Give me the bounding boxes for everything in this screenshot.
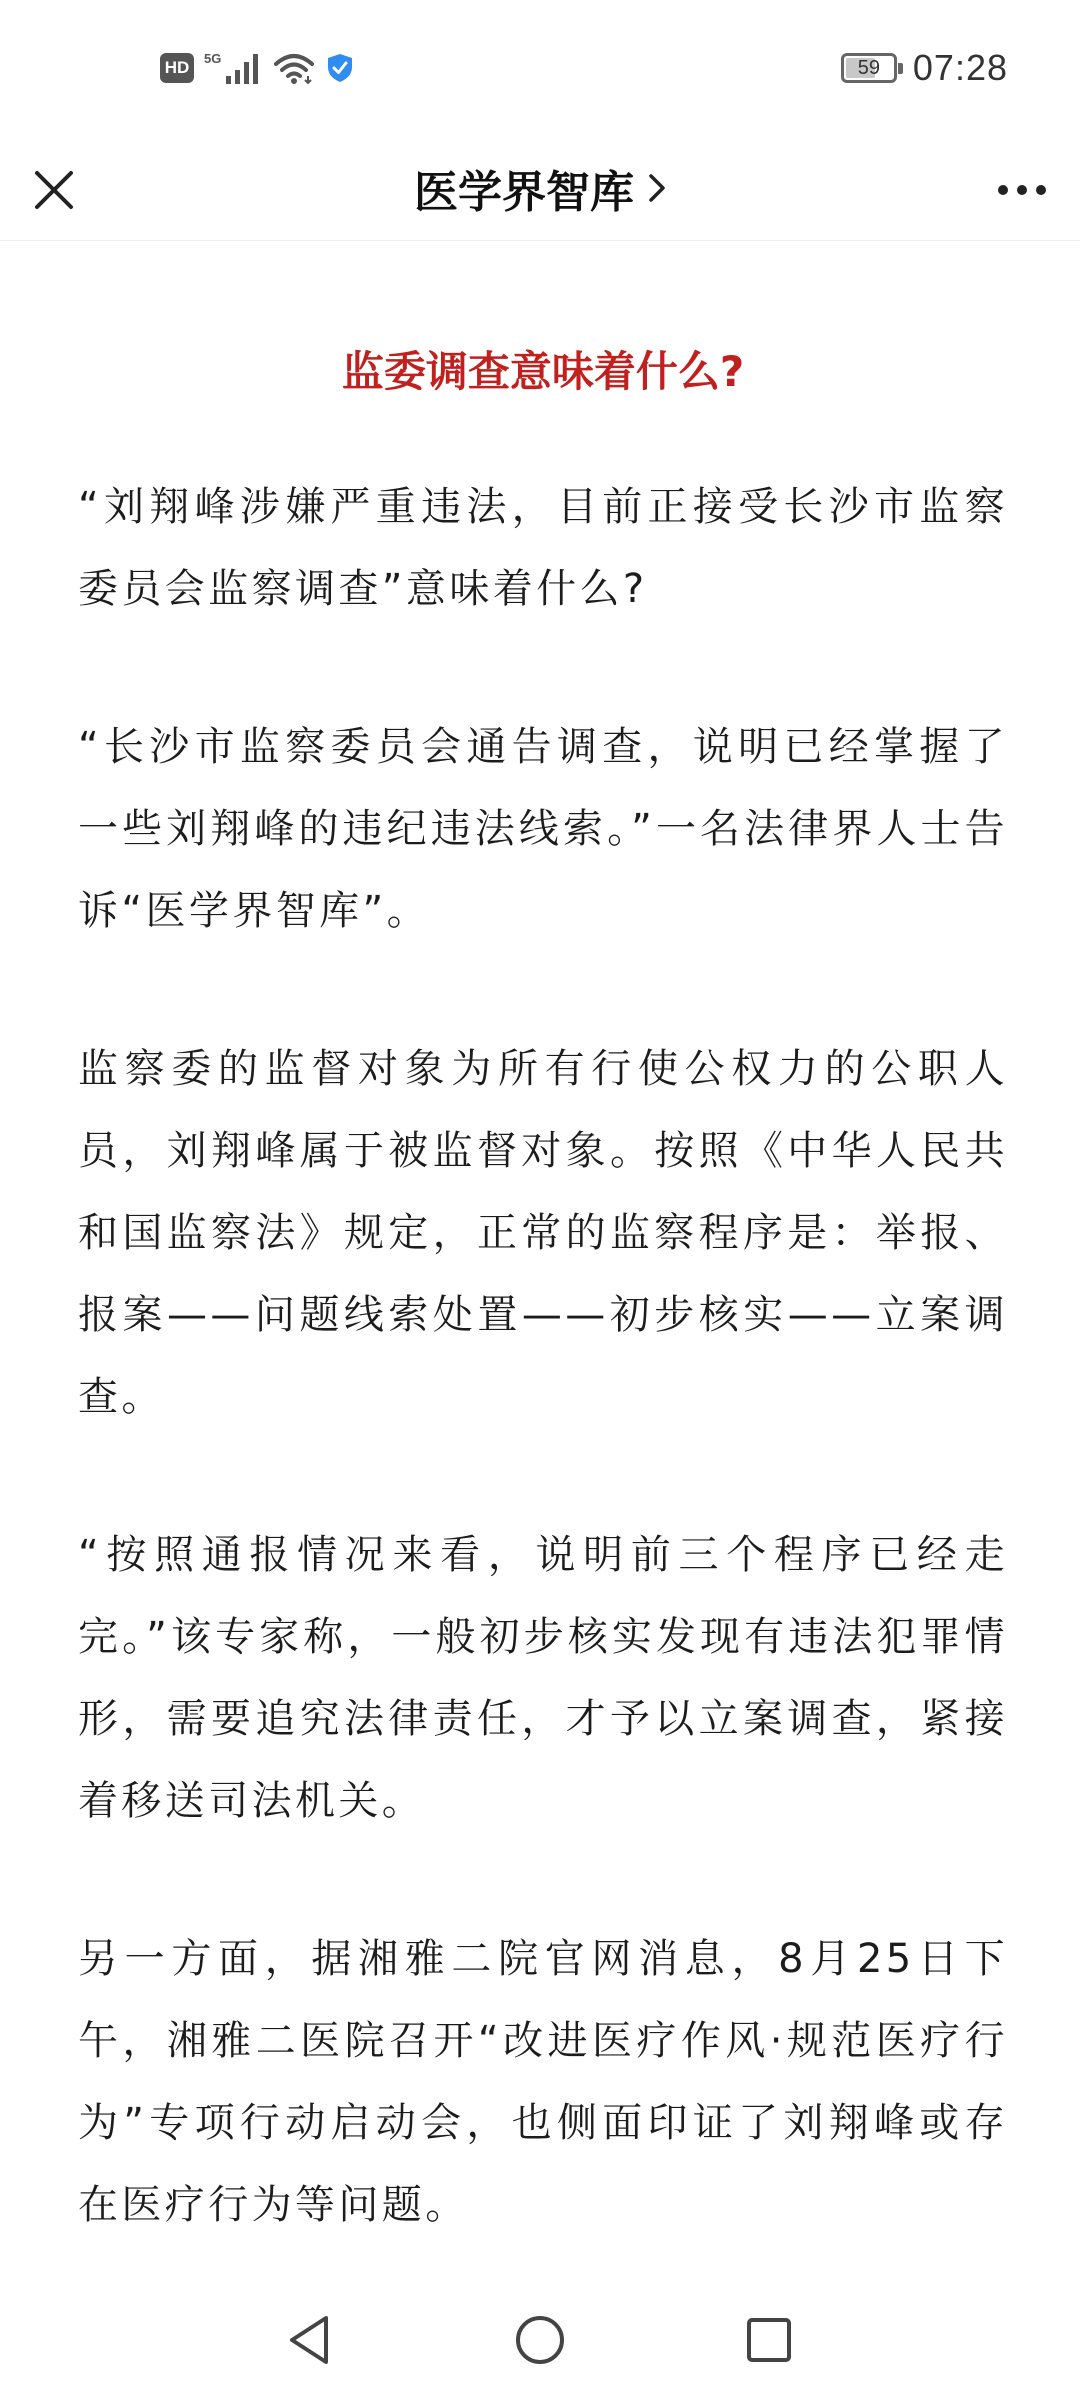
more-horizontal-icon-dot (1017, 185, 1027, 195)
nav-back-button[interactable] (265, 2298, 355, 2382)
more-horizontal-icon (998, 185, 1008, 195)
article-paragraph: “刘翔峰涉嫌严重违法，目前正接受长沙市监察委员会监察调查”意味着什么? (78, 484, 1008, 612)
battery-level: 59 (857, 56, 881, 79)
system-nav-bar (0, 2280, 1080, 2400)
battery-icon (841, 53, 897, 83)
article-paragraph: “长沙市监察委员会通告调查，说明已经掌握了一些刘翔峰的违纪违法线索。”一名法律界人士告诉“医学界智库”。 (78, 724, 1008, 934)
hd-icon: HD (160, 53, 194, 83)
section-heading: 监委调查意味着什么? (341, 347, 745, 396)
nav-recent-apps-button[interactable] (724, 2298, 814, 2382)
recent-apps-square-icon (745, 2316, 793, 2364)
account-title-link[interactable] (0, 136, 1080, 240)
account-title[interactable]: 医学界智库 (414, 167, 634, 218)
article-paragraph: 另一方面，据湘雅二院官网消息，8月25日下午，湘雅二医院召开“改进医疗作风·规范医疗行为”专项行动启动会，也侧面印证了刘翔峰或存在医疗行为等问题。 (78, 1936, 1008, 2228)
network-type-label: 5G (204, 51, 222, 66)
title-bar (0, 136, 1080, 241)
wifi-icon (272, 50, 316, 86)
status-bar (0, 0, 1080, 136)
more-options-button[interactable] (986, 158, 1058, 222)
shield-icon (326, 52, 354, 84)
article-body (78, 240, 1008, 2246)
clock: 07:28 (912, 47, 1008, 88)
home-circle-icon (514, 2314, 566, 2366)
status-icons-right (841, 46, 1008, 90)
status-icons-left (160, 46, 354, 90)
more-horizontal-icon-dot (1036, 185, 1046, 195)
chevron-right-icon (648, 173, 666, 203)
article-paragraph: “按照通报情况来看，说明前三个程序已经走完。”该专家称，一般初步核实发现有违法犯罪情形，需要追究法律责任，才予以立案调查，紧接着移送司法机关。 (78, 1532, 1008, 1824)
back-triangle-icon (286, 2314, 334, 2366)
article-paragraph: 监察委的监督对象为所有行使公权力的公职人员，刘翔峰属于被监督对象。按照《中华人民共和国监察法》规定，正常的监察程序是：举报、报案——问题线索处置——初步核实——立案调查。 (78, 1046, 1008, 1420)
nav-home-button[interactable] (495, 2298, 585, 2382)
signal-5g-icon (204, 50, 262, 86)
